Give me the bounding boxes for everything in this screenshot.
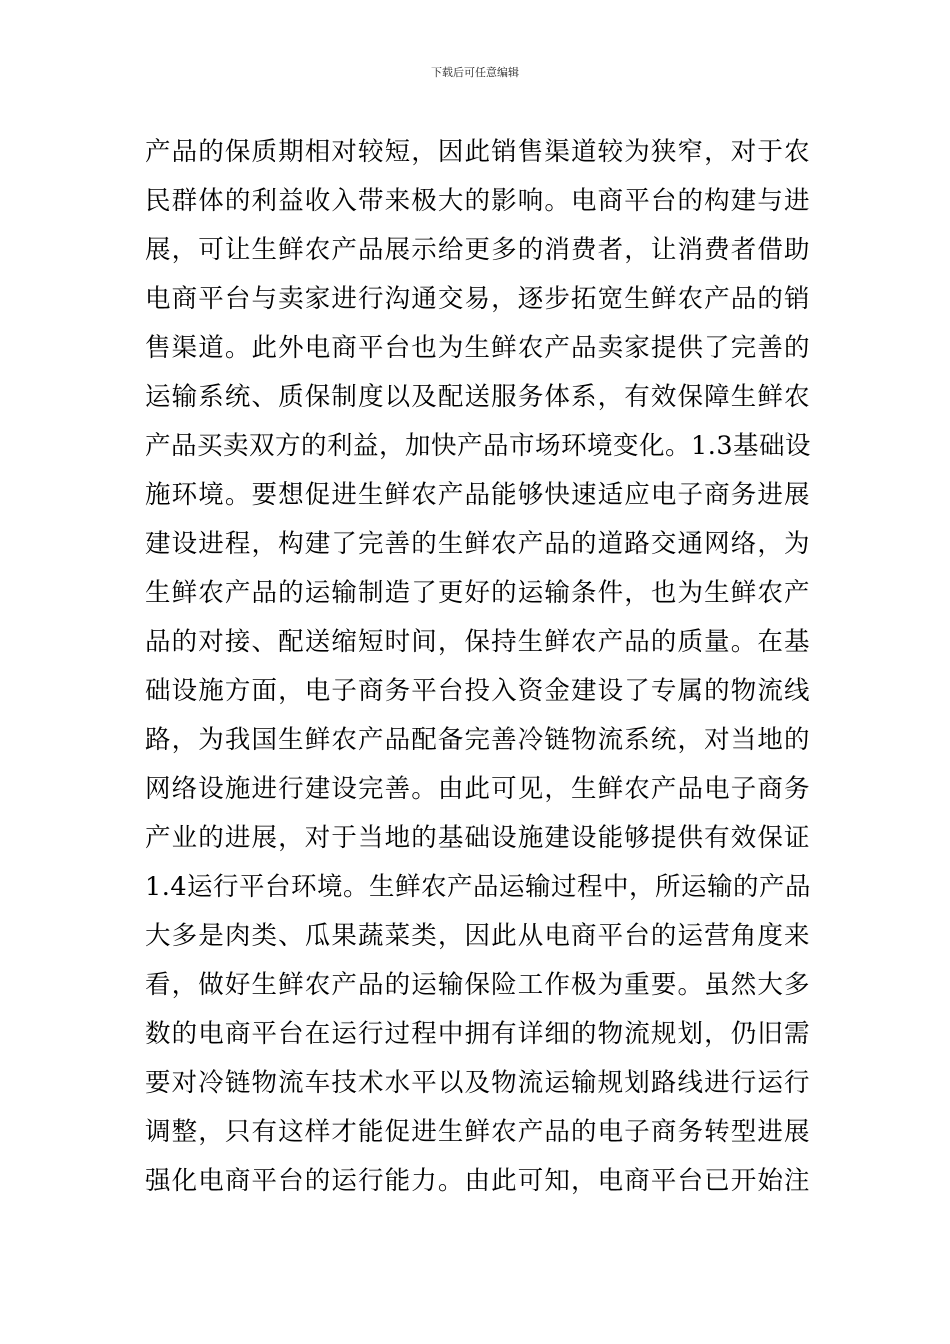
text-line: 大多是肉类、瓜果蔬菜类，因此从电商平台的运营角度来 bbox=[145, 921, 810, 951]
text-line: 品的对接、配送缩短时间，保持生鲜农产品的质量。在基 bbox=[145, 627, 810, 657]
text-line: 施环境。要想促进生鲜农产品能够快速适应电子商务进展 bbox=[145, 480, 810, 510]
text-line: 看，做好生鲜农产品的运输保险工作极为重要。虽然大多 bbox=[145, 970, 810, 1000]
text-line: 产品的保质期相对较短，因此销售渠道较为狭窄，对于农 bbox=[145, 137, 810, 167]
text-line: 售渠道。此外电商平台也为生鲜农产品卖家提供了完善的 bbox=[145, 333, 810, 363]
text-line: 础设施方面，电子商务平台投入资金建设了专属的物流线 bbox=[145, 676, 810, 706]
text-line: 生鲜农产品的运输制造了更好的运输条件，也为生鲜农产 bbox=[145, 578, 810, 608]
text-line: 运输系统、质保制度以及配送服务体系，有效保障生鲜农 bbox=[145, 382, 810, 412]
text-line: 调整，只有这样才能促进生鲜农产品的电子商务转型进展 bbox=[145, 1117, 810, 1147]
body-text bbox=[145, 128, 810, 1206]
text-line: 产业的进展，对于当地的基础设施建设能够提供有效保证 bbox=[145, 823, 810, 853]
text-line: 产品买卖双方的利益，加快产品市场环境变化。1.3基础设 bbox=[145, 431, 812, 461]
page-header-note: 下载后可任意编辑 bbox=[431, 66, 519, 79]
text-line: 数的电商平台在运行过程中拥有详细的物流规划，仍旧需 bbox=[145, 1019, 810, 1049]
text-line: 展，可让生鲜农产品展示给更多的消费者，让消费者借助 bbox=[145, 235, 810, 265]
text-line: 建设进程，构建了完善的生鲜农产品的道路交通网络，为 bbox=[145, 529, 810, 559]
text-line: 要对冷链物流车技术水平以及物流运输规划路线进行运行 bbox=[145, 1068, 810, 1098]
text-line: 民群体的利益收入带来极大的影响。电商平台的构建与进 bbox=[145, 186, 810, 216]
text-line: 网络设施进行建设完善。由此可见，生鲜农产品电子商务 bbox=[145, 774, 810, 804]
text-line: 强化电商平台的运行能力。由此可知，电商平台已开始注 bbox=[145, 1166, 810, 1196]
text-line: 1.4运行平台环境。生鲜农产品运输过程中，所运输的产品 bbox=[145, 872, 812, 902]
text-line: 电商平台与卖家进行沟通交易，逐步拓宽生鲜农产品的销 bbox=[145, 284, 810, 314]
text-line: 路，为我国生鲜农产品配备完善冷链物流系统，对当地的 bbox=[145, 725, 810, 755]
